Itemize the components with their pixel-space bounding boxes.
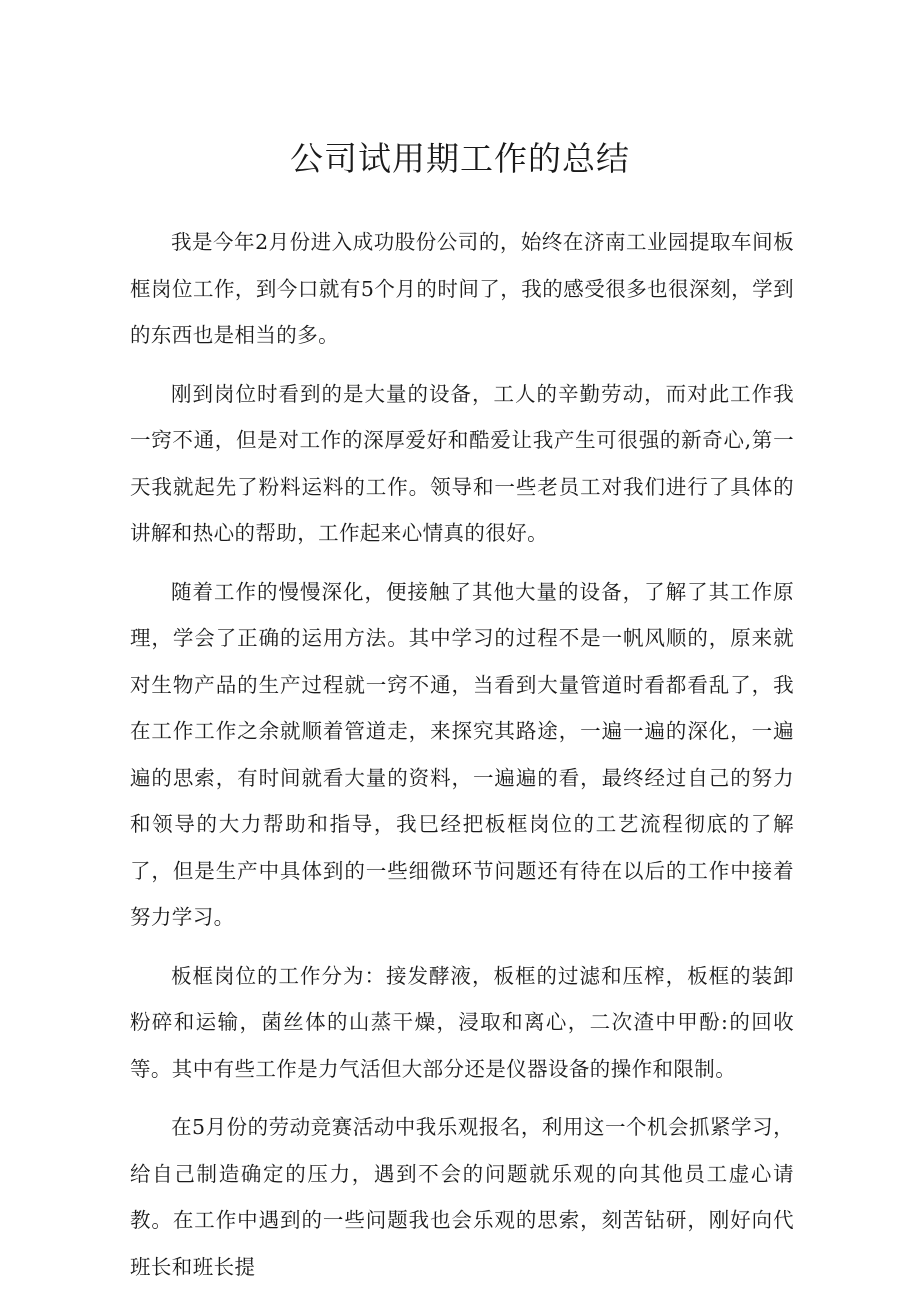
paragraph-3: 随着工作的慢慢深化，便接触了其他大量的设备，了解了其工作原理，学会了正确的运用方法。其中学习的过程不是一帆风顺的，原来就对生物产品的生产过程就一窍不通，当看到大量管道时看都看乱了，我在工作工作之余就顺着管道走，来探究其路途，一遍一遍的深化，一遍遍的思索，有时间就看大量的资料，一遍遍的看，最终经过自己的努力和领导的大力帮助和指导，我巳经把板框岗位的工艺流程彻底的了解了，但是生产中具体到的一些细微环节问题还有待在以后的工作中接着努力学习。 <box>130 579 794 929</box>
document-title: 公司试用期工作的总结 <box>290 139 630 178</box>
paragraph-4: 板框岗位的工作分为：接发酵液，板框的过滤和压榨，板框的装卸粉碎和运输，菌丝体的山蒸干燥，浸取和离心，二次渣中甲酚:的回收等。其中有些工作是力气活但大部分还是仪器设备的操作和限制。 <box>130 963 794 1081</box>
document-body <box>130 219 794 1302</box>
paragraph-5: 在5月份的劳动竞赛活动中我乐观报名，利用这一个机会抓紧学习，给自己制造确定的压力，遇到不会的问题就乐观的向其他员工虚心请教。在工作中遇到的一些问题我也会乐观的思索，刻苦钻研，刚好向代班长和班长提 <box>130 1115 794 1279</box>
paragraph-2: 刚到岗位时看到的是大量的设备，工人的辛勤劳动，而对此工作我一窍不通，但是对工作的深厚爱好和酷爱让我产生可很强的新奇心,第一天我就起先了粉料运料的工作。领导和一些老员工对我们进行了具体的讲解和热心的帮助，工作起来心情真的很好。 <box>130 381 794 545</box>
paragraph-1: 我是今年2月份进入成功股份公司的，始终在济南工业园提取车间板框岗位工作，到今口就有5个月的时间了，我的感受很多也很深刻，学到的东西也是相当的多。 <box>130 230 794 347</box>
